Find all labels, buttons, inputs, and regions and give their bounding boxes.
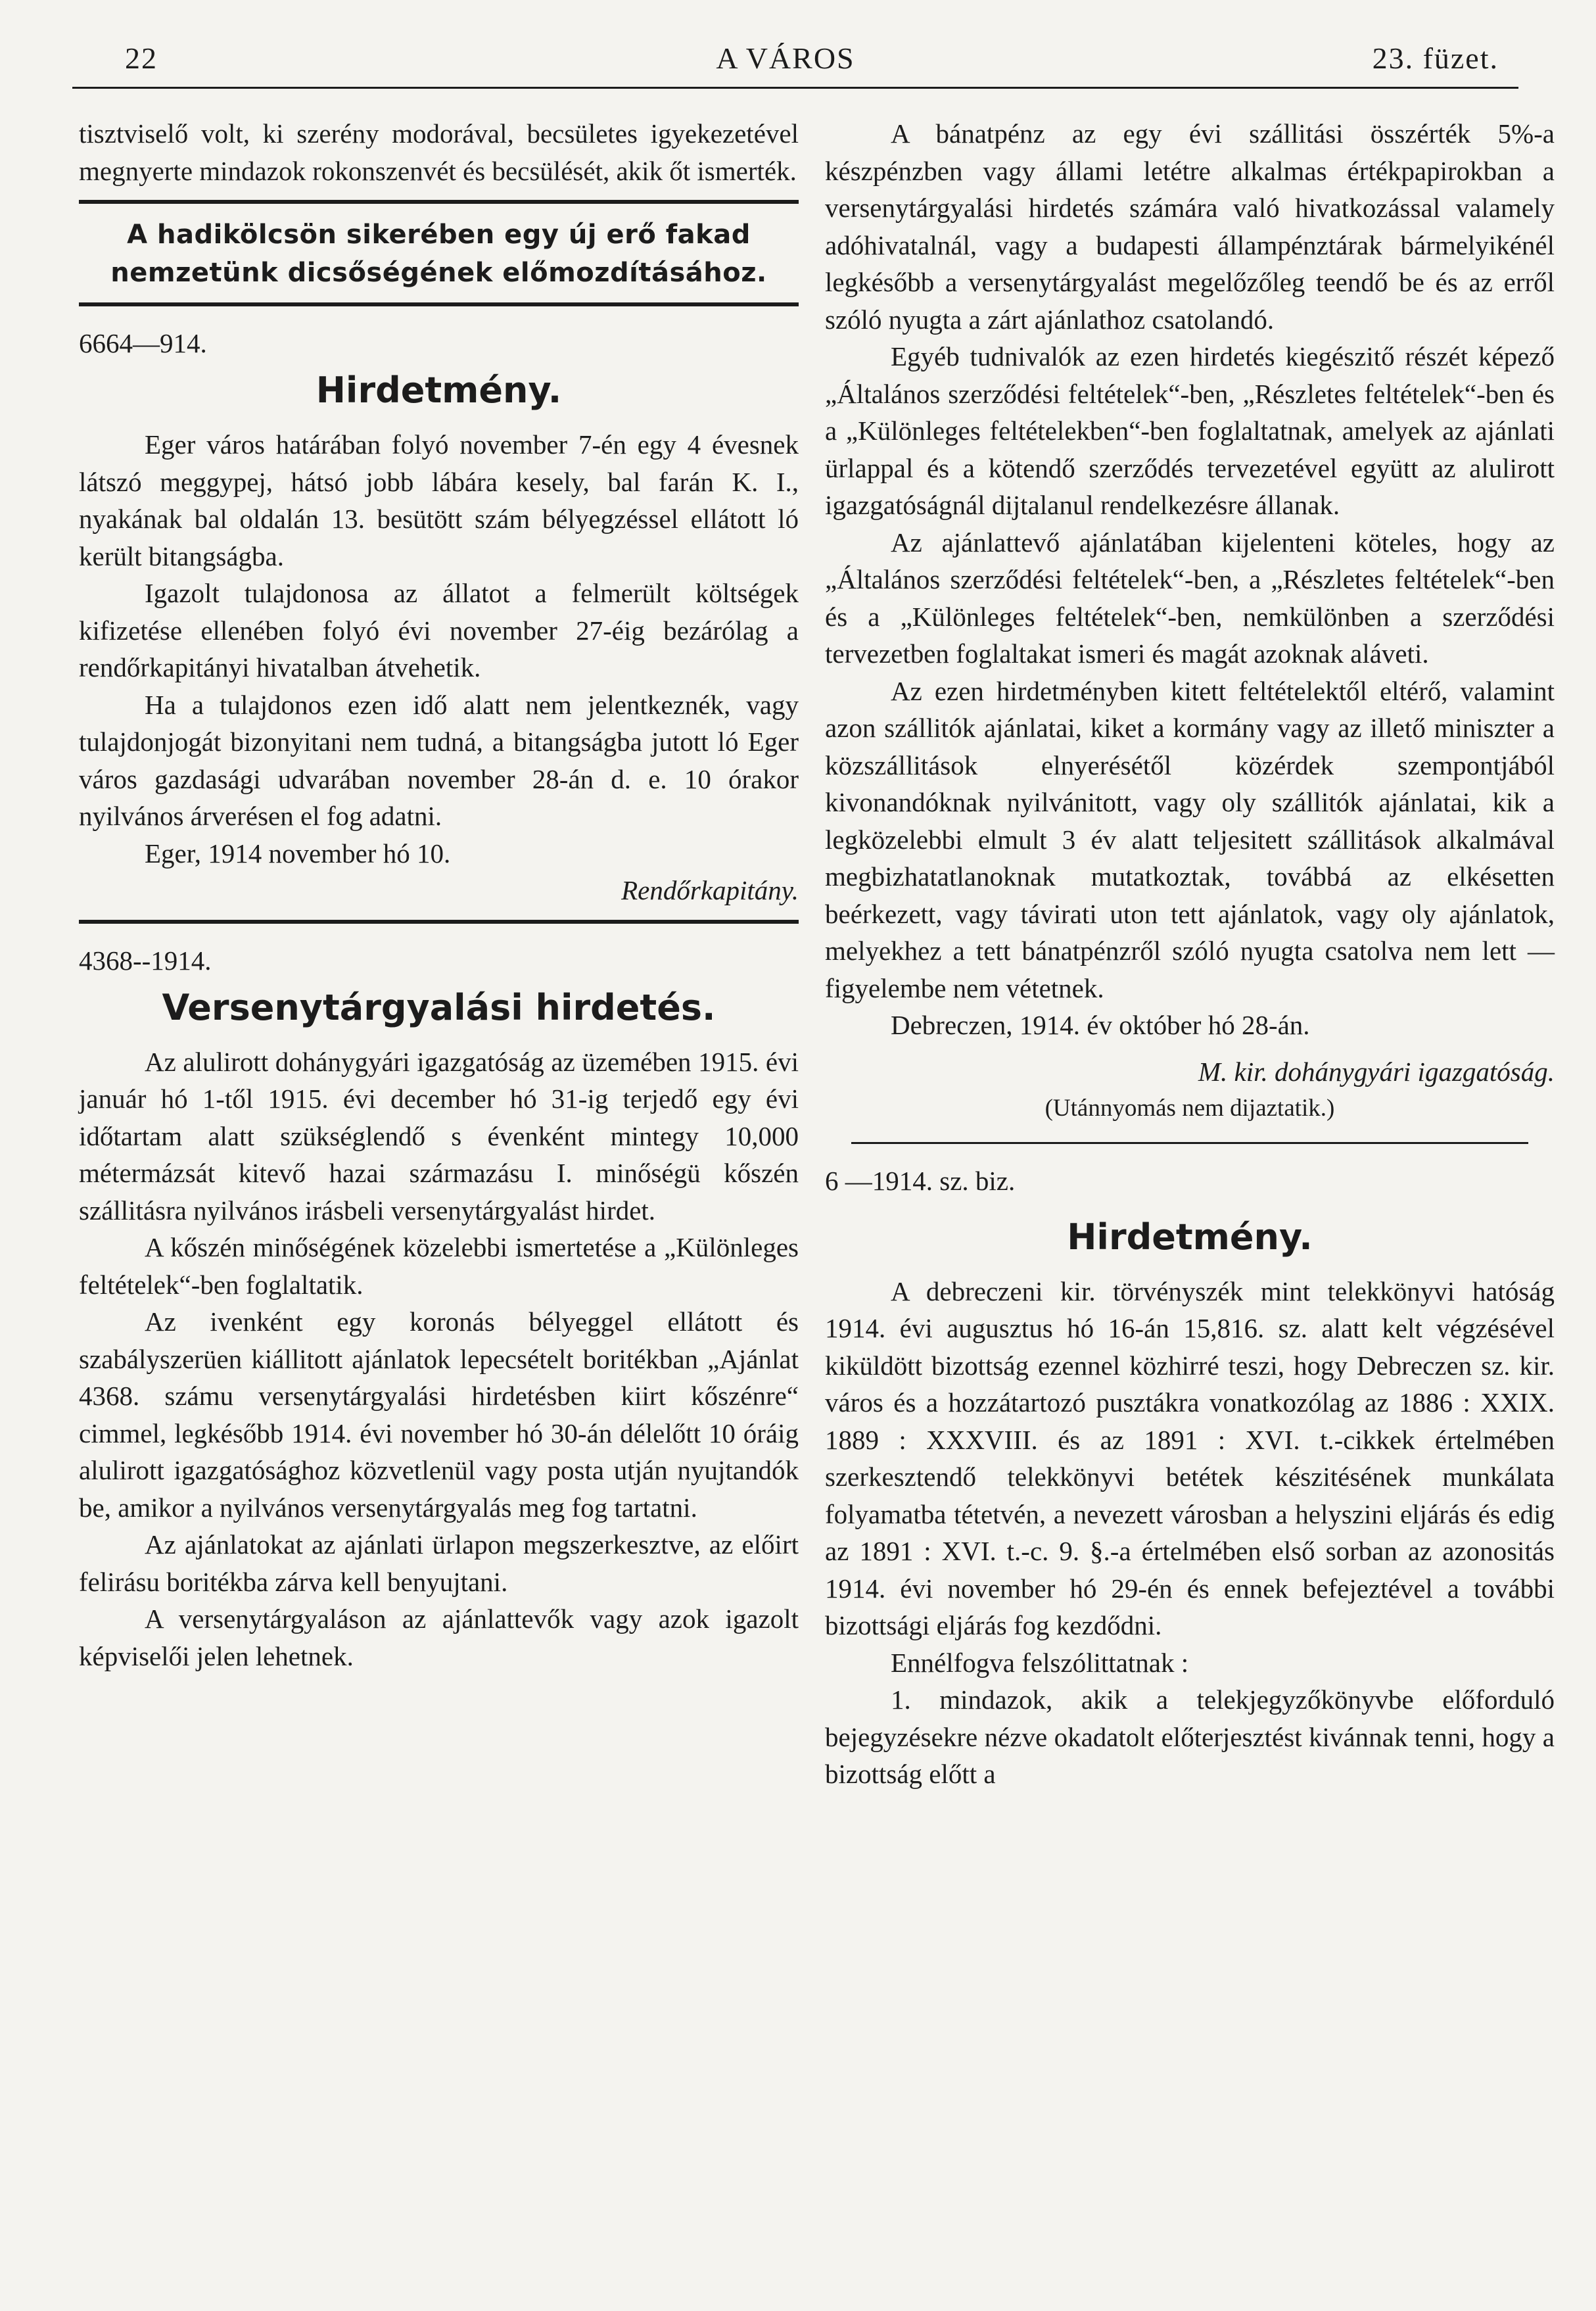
notice-paragraph: Az ezen hirdetményben kitett feltételektől eltérő, valamint azon szállitók ajánlatai, kiket a kormány vagy az illető miniszter a közszállitások elnyerésétől közérdek szempontjából kivonandóknak nyilvánitott, vagy oly szállitók ajánlatai, kik a legközelebbi elmult 3 év alatt teljesitett szállitások alkalmával megbizhatatlanoknak mutatkoztak, továbbá az elkésetten beérkezett, vagy távirati uton tett ajánlatok, vagy oly ajánlatok, melyekhez a tett bánatpénzről szóló nyugta csatolva nem lett — figyelembe nem vétetnek.	[825, 675, 1555, 1003]
left-column	[79, 115, 799, 1675]
notice-paragraph: Ennélfogva felszólittatnak :	[891, 1647, 1189, 1678]
running-header	[72, 41, 1499, 87]
notice-paragraph: A versenytárgyaláson az ajánlattevők vagy azok igazolt képviselői jelen lehetnek.	[79, 1604, 799, 1671]
war-loan-slogan: A hadikölcsön sikerében egy új erő fakad nemzetünk dicsőségének előmozdításához.	[110, 220, 767, 288]
dateline: Debreczen, 1914. év október hó 28-án.	[891, 1010, 1310, 1040]
notice-paragraph: Ha a tulajdonos ezen idő alatt nem jelentkeznék, vagy tulajdonjogát bizonyitani nem tudná, a bitangságba jutott ló Eger város gazdasági udvarában november 28-án d. e. 10 órakor nyilvános árverésen el fog adatni.	[79, 689, 799, 831]
notice-paragraph: Egyéb tudnivalók az ezen hirdetés kiegészitő részét képező „Általános szerződési feltételek“-ben, „Részletes feltételek“-ben és a „Különleges feltételekben“-ben foglaltatnak, amelyek az ajánlati ürlappal és a kötendő szerződés tervezetével együtt az alulirott igazgatóságnál dijtalanul rendelkezésre állanak.	[825, 341, 1555, 520]
page-number: 22	[125, 41, 158, 75]
signature: M. kir. dohánygyári igazgatóság.	[1198, 1056, 1555, 1087]
spacer	[825, 1199, 1555, 1208]
notice-land-registry	[825, 1162, 1555, 1793]
notice-paragraph: Az ajánlatokat az ajánlati ürlapon megszerkesztve, az előirt felirásu boritékba zárva kell benyujtani.	[79, 1529, 799, 1597]
notice-paragraph: Az alulirott dohánygyári igazgatóság az üzemében 1915. évi január hó 1-től 1915. évi december hó 31-ig terjedő egy évi időtartam alatt szükséglendő s évenként mintegy 10,000 métermázsát kitevő hazai származásu I. minőségü kőszén szállitásra nyilvános irásbeli versenytárgyalást hirdet.	[79, 1046, 799, 1226]
notice-title: Hirdetmény.	[316, 369, 562, 411]
divider	[79, 920, 799, 924]
reprint-note: (Utánnyomás nem dijaztatik.)	[1044, 1095, 1335, 1122]
spacer	[825, 1044, 1555, 1053]
divider	[79, 302, 799, 306]
divider	[79, 200, 799, 204]
document-number: 4368--1914.	[79, 945, 212, 976]
notice-lost-horse	[79, 325, 799, 909]
continuation-paragraph: tisztviselő volt, ki szerény modorával, becsületes igyekezetével megnyerte mindazok rokonszenvét és becsülését, akik őt ismerték.	[79, 118, 799, 186]
signature: Rendőrkapitány.	[621, 875, 799, 905]
notice-paragraph: Az ivenként egy koronás bélyeggel ellátott és szabályszerüen kiállitott ajánlatok lepecsételt boritékban „Ajánlat 4368. számu versenytárgyalási hirdetésben kiirt kőszénre“ cimmel, legkésőbb 1914. évi november hó 30-án délelőtt 10 óráig alulirott igazgatósághoz közvetlenül vagy posta utján nyujtandók be, amikor a nyilvános versenytárgyalás meg fog tartatni.	[79, 1306, 799, 1523]
document-number: 6664—914.	[79, 328, 207, 358]
notice-title: Hirdetmény.	[1067, 1216, 1313, 1258]
notice-coal-tender-continued	[825, 115, 1555, 1128]
notice-paragraph: A debreczeni kir. törvényszék mint telekkönyvi hatóság 1914. évi augusztus hó 16-án 15,816. sz. alatt kelt végzésével kiküldött bizottság ezennel közhirré teszi, hogy Debreczen sz. kir. város és a hozzátartozó pusztákra vonatkozólag az 1886 : XXIX. 1889 : XXXVIII. és az 1891 : XVI. t.-cikkek értelmében szerkesztendő telekkönyvi betétek készitésének munkálata folyamatba tétetvén, a nevezett városban a helyszini eljárás és edig az 1891 : XVI. t.-c. 9. §.-a értelmében első sorban az azonositás 1914. évi november hó 29-én és ennek befejeztével a további bizottsági eljárás fog kezdődni.	[825, 1275, 1555, 1640]
document-number: 6 —1914. sz. biz.	[825, 1165, 1016, 1196]
issue-label: 23. füzet.	[1372, 41, 1499, 75]
publication-title: A VÁROS	[716, 41, 855, 75]
divider	[851, 1142, 1528, 1144]
notice-coal-tender	[79, 942, 799, 1675]
dateline: Eger, 1914 november hó 10.	[145, 838, 451, 869]
notice-paragraph: Az ajánlattevő ajánlatában kijelenteni köteles, hogy az „Általános szerződési feltételek“-ben, a „Részletes feltételek“-ben és a „Különleges feltételek“-ben, nemkülönben a szerződési tervezetben foglaltakat ismeri és magát azoknak aláveti.	[825, 527, 1555, 669]
notice-paragraph: Eger város határában folyó november 7-én egy 4 évesnek látszó meggypej, hátsó jobb lábára kesely, bal farán K. I., nyakának bal oldalán 13. besütött szám bélyegzéssel ellátott ló került bitangságba.	[79, 429, 799, 571]
notice-paragraph: A bánatpénz az egy évi szállitási összérték 5%-a készpénzben vagy állami letétre alkalmas értékpapirokban a versenytárgyalási hirdetés számára való hivatkozással valamely adóhivatalnál, vagy a budapesti állampénztárak bármelyikénél legkésőbb a versenytárgyalást megelőzőleg teendő be és az erről szóló nyugta a zárt ajánlathoz csatolandó.	[825, 118, 1555, 335]
header-rule	[72, 87, 1518, 89]
notice-title: Versenytárgyalási hirdetés.	[162, 986, 716, 1028]
right-column	[825, 115, 1555, 1793]
notice-paragraph: 1. mindazok, akik a telekjegyzőkönyvbe előforduló bejegyzésekre nézve okadatolt előterjesztést kivánnak tenni, hogy a bizottság előtt a	[825, 1684, 1555, 1789]
notice-paragraph: Igazolt tulajdonosa az állatot a felmerült költségek kifizetése ellenében folyó évi november 27-éig bezárólag a rendőrkapitányi hivatalban átvehetik.	[79, 578, 799, 682]
notice-paragraph: A kőszén minőségének közelebbi ismertetése a „Különleges feltételek“-ben foglaltatik.	[79, 1232, 799, 1300]
